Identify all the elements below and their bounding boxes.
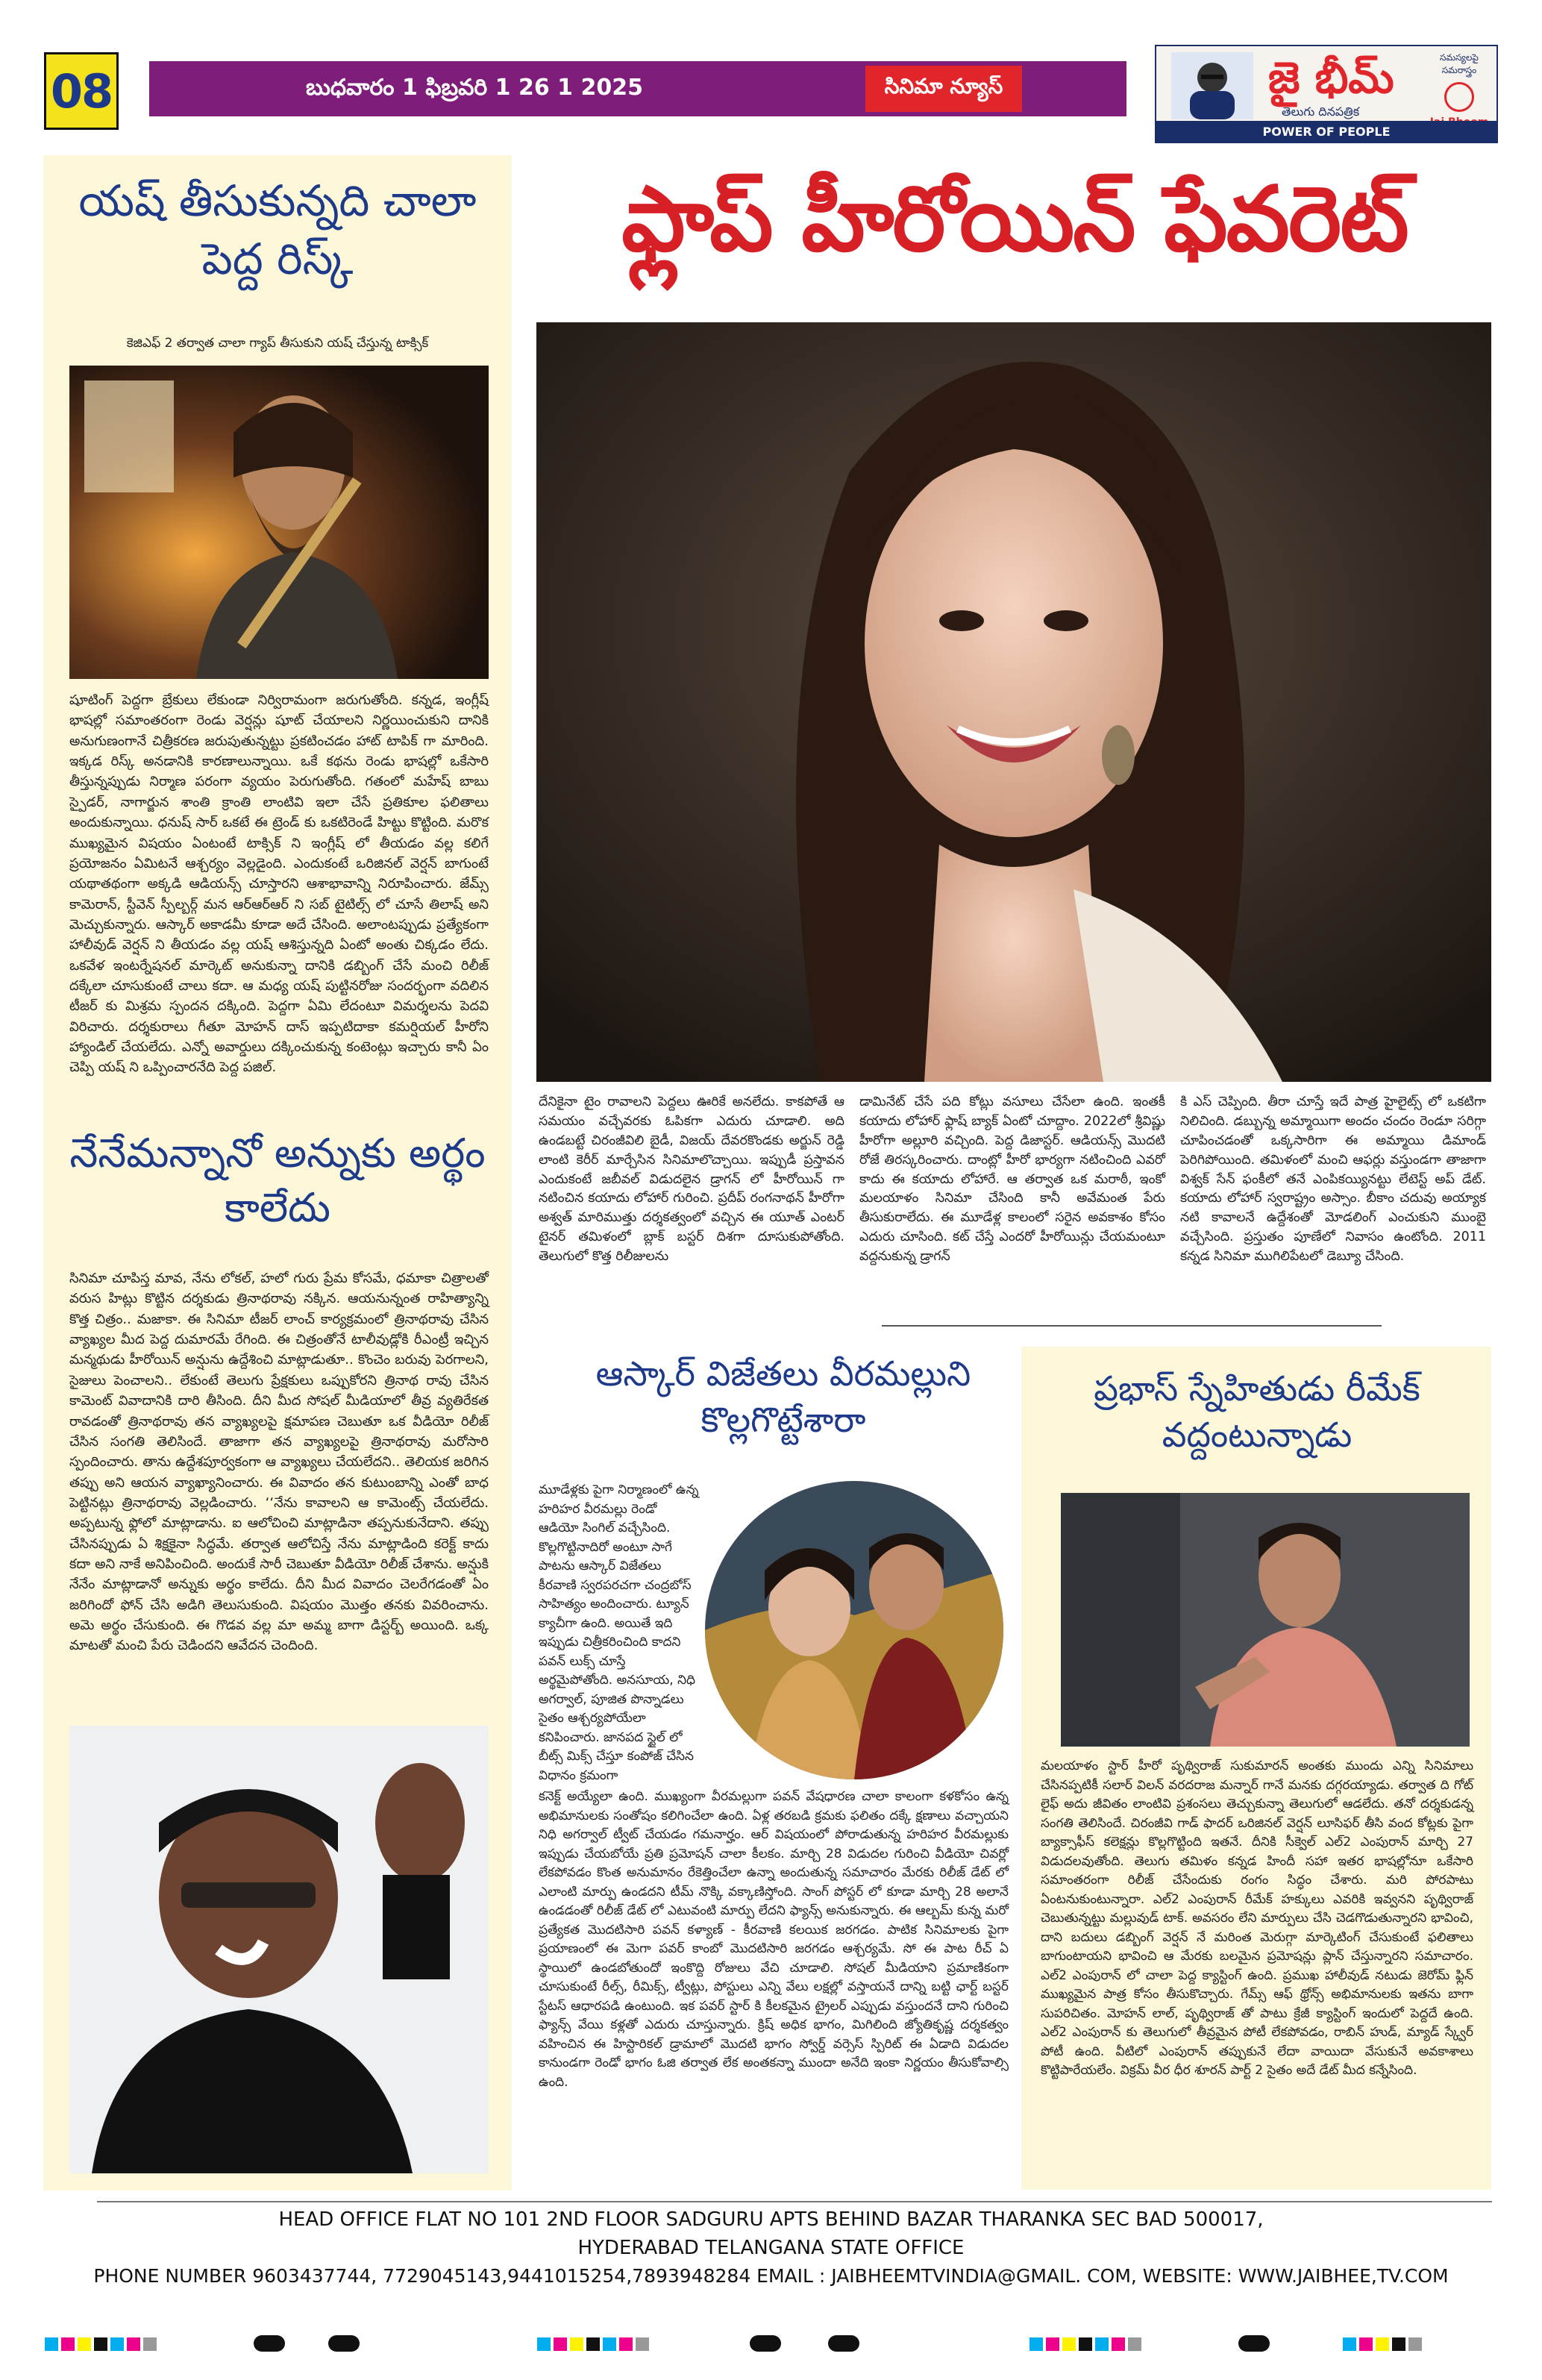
footer-line1: HEAD OFFICE FLAT NO 101 2ND FLOOR SADGURU APTS BEHIND BAZAR THARANKA SEC BAD 500017, [278,2208,1264,2231]
masthead-logo [1155,45,1498,143]
logo-subtitle: తెలుగు దినపత్రిక [1282,104,1360,119]
color-bar-1 [45,2337,160,2351]
header-bar [149,61,1126,116]
color-bar-3 [1029,2337,1144,2351]
registration-mark [328,2335,360,2352]
footer-rule [97,2201,1492,2202]
date-line: బుధవారం 1 ఫిబ్రవరి 1 26 1 2025 [306,75,643,101]
trinatha-body: సినిమా చూపిస్త మావ, నేను లోకల్, హలో గురు ప్రేమ కోసమే, ధమాకా చిత్రాలతో వరుస హిట్లు కొట్టిన దర్శకుడు త్రినాథరావు నక్కిన. ఆయనున్నంత రాహిత్యాన్ని కొత్త చిత్రం.. మజాకా. ఈ సినిమా టీజర్ లాంచ్ కార్యక్రమంలో త్రినాథరావు చేసిన వ్యాఖ్యల మీద పెద్ద దుమారమే రేగింది. ఈ చిత్రంతోనే టాలీవుడ్లోకి రీఎంట్రీ ఇచ్చిన మన్మథుడు హీరోయిన్ అన్షును ఉద్దేశించి మాట్లాడుతూ.. కొంచెం బరువు పెరగాలని, సైజులు పెంచాలని.. లేకుంటే తెలుగు ప్రేక్షకులు ఒప్పుకోరని త్రినాథ రావు చేసిన కామెంట్ వివాదానికి దారి తీసింది. దీని మీద సోషల్ మీడియాలో తీవ్ర వ్యతిరేకత రావడంతో త్రినాథరావు తన వ్యాఖ్యలపై క్షమాపణ చెబుతూ ఒక వీడియో రిలీజ్ చేసిన సంగతి తెలిసిందే. తాజాగా తన వ్యాఖ్యలపై త్రినాథరావు మరోసారి స్పందించారు. తాను ఉద్దేశపూర్వకంగా ఆ వ్యాఖ్యలు చేయలేదని.. తెలియక జరిగిన తప్పు అని ఆయన వ్యాఖ్యానించారు. ఈ వివాదం తన కుటుంబాన్ని ఎంతో బాధ పెట్టినట్లు త్రినాథరావు వెల్లడించారు. ‘‘నేను కావాలని ఆ కామెంట్స్ చేయలేదు. అప్పటున్న ఫ్లోలో మాట్లాడాను. ఐ ఆలోచించి మాట్లాడినా తప్పనుకునేదాని. తప్పు చేసినప్పుడు ఏ శిక్షకైనా సిద్ధమే. తర్వాత ఆలోచిస్తే నేను మాట్లాడింది కరెక్ట్ కాదు కదా అని నాకే అనిపించింది. అందుకే సారీ చెబుతూ వీడియో రిలీజ్ చేశాను. అన్షుకి నేనేం మాట్లాడానో అన్నుకు అర్థం కాలేదు. దీని మీద వివాదం చెలరేగడంతో ఏం జరిగిందో ఫోన్ చేసి అడిగి తెలుసుకుంది. విషయం మొత్తం తనకు వివరించాను. అమె అర్థం చేసుకుంది. ఈ గొడవ వల్ల మా అమ్మ బాగా డిస్టర్బ్ అయింది. ఒక్క మాటతో మంచి పేరు చెడిందని ఆవేదన చెందింది. [69,1271,489,1654]
registration-mark [254,2335,285,2352]
yash-body: షూటింగ్ పెద్దగా బ్రేకులు లేకుండా నిర్విరామంగా జరుగుతోంది. కన్నడ, ఇంగ్లీష్ భాషల్లో సమాంతరంగా రెండు వెర్షన్లు షూట్ చేయాలని నిర్ణయించుకుని దానికి అనుగుణంగానే చిత్రీకరణ జరుపుతున్నట్టు ప్రకటించడం హాట్ టాపిక్ గా మారింది. ఇక్కడ రిస్క్ అనడానికి కారణాలున్నాయి. ఒకే కథను రెండు భాషల్లో ఒకేసారి తీస్తున్నప్పుడు నిర్మాణ పరంగా వ్యయం పెరుగుతోంది. గతంలో మహేష్ బాబు స్పైడర్, నాగార్జున శాంతి క్రాంతి లాంటివి ఇలా చేసే ప్రతికూల ఫలితాలు అందుకున్నాయి. ధనుష్ సార్ ఒకటే ఈ ట్రెండ్ కు ఒకటిరెండే హిట్టు కొట్టింది. మరొక ముఖ్యమైన విషయం ఏంటంటే టాక్సిక్ ని ఇంగ్లీష్ లో తీయడం వల్ల కలిగే ప్రయోజనం ఏమిటనే ఆశ్చర్యం వెల్లడైంది. ఎందుకంటే ఒరిజినల్ వెర్షన్ బాగుంటే యథాతథంగా అక్కడి ఆడియన్స్ చూస్తారని ఆశాభావాన్ని నిరూపించారు. జేమ్స్ కామెరాన్, స్టీవెన్ స్పీల్బర్గ్ మన ఆర్ఆర్ఆర్ ని సబ్ టైటిల్స్ లో చూసే తిలాష్ అని మెచ్చుకున్నారు. ఆస్కార్ అకాడమీ కూడా అదే చేసింది. అలాంటప్పుడు ప్రత్యేకంగా హాలీవుడ్ వెర్షన్ ని తీయడం వల్ల యష్ ఆశిస్తున్నది ఏంటో అంతు చిక్కడం లేదు. ఒకవేళ ఇంటర్నేషనల్ మార్కెట్ అనుకున్నా దానికి డబ్బింగ్ చేసే మంచి రిలీజ్ దక్కేలా చూసుకుంటే చాలు కదా. ఆ మధ్య యష్ పుట్టినరోజు సందర్భంగా వదిలిన టీజర్ కు మిశ్రమ స్పందన దక్కింది. పెద్దగా ఏమి లేదంటూ విమర్శలను పెదవి విరిచారు. దర్శకురాలు గీతూ మోహన్ దాస్ ఇప్పటిదాకా కమర్షియల్ హీరోని హ్యాండిల్ చేయలేదు. ఎన్నో అవార్డులు దక్కించుకున్న కంటెంట్లు ఇచ్చారు కానీ ఏం చెప్పి యష్ ని ఒప్పించారనేది పెద్ద పజిల్. [69,692,489,1076]
yash-headline: యష్ తీసుకున్నది చాలా పెద్ద రిస్క్ [78,175,477,285]
color-bar-2 [537,2337,652,2351]
main-photo [536,322,1491,1082]
prabhas-photo [1061,1493,1470,1747]
main-body-col1: దేనికైనా టైం రావాలని పెద్దలు ఊరికే అనలేదు. కాకపోతే ఆ సమయం వచ్చేవరకు ఓపికగా ఎదురు చూడాలి. అది ఉండబట్టే చిరంజీవిలి బైడీ, విజయ్ దేవరకొండకు అర్జున్ రెడ్డి లాంటి కెరీర్ మార్చేసిన సినిమాలొచ్చాయి. ఇప్పుడీ ప్రస్తావన ఎందుకంటే జబీవల్ విడుదలైన డ్రాగన్ లో హీరోయిన్ గా నటించిన కయాదు లోహార్ గురించి. ప్రదీప్ రంగనాథన్ హీరోగా అశ్వత్ మారిముత్తు దర్శకత్వంలో వచ్చిన ఈ యూత్ ఎంటర్ టైనర్ తమిళంలో బ్లాక్ బస్టర్ దిశగా దూసుకుపోతోంది. తెలుగులో కొత్త రిలీజులను [539,1095,844,1265]
oscar-body-wrap: మూడేళ్లకు పైగా నిర్మాణంలో ఉన్న హరిహర వీరమల్లు రెండో ఆడియో సింగిల్ వచ్చేసింది. కొల్లగొట్టినాదిరో అంటూ సాగే పాటను ఆస్కార్ విజేతలు కీరవాణి స్వరపరచగా చంద్రబోస్ సాహిత్యం అందించారు. ట్యూన్ క్యాచీగా ఉంది. అయితే ఇది ఇప్పుడు చిత్రీకరించింది కాదని పవన్ లుక్స్ చూస్తే అర్థమైపోతోంది. అనసూయ, నిధి అగర్వాల్, పూజిత పొన్నాడలు సైతం ఆశ్చర్యపోయేలా కనిపించారు. జానపద స్టైల్ లో బీట్స్ మిక్స్ చేస్తూ కంపోజ్ చేసిన విధానం క్రమంగా [539,1482,699,1783]
yash-deck: కెజిఎఫ్ 2 తర్వాత చాలా గ్యాప్ తీసుకుని యష్ చేస్తున్న టాక్సిక్ [126,336,429,351]
yash-photo [69,366,489,679]
page-number: 08 [50,63,113,119]
prabhas-headline: ప్రభాస్ స్నేహితుడు రీమేక్ వద్దంటున్నాడు [1094,1368,1420,1456]
footer-line2: HYDERABAD TELANGANA STATE OFFICE [577,2237,965,2259]
section-tag: సినిమా న్యూస్ [865,66,1022,112]
registration-mark [750,2335,781,2352]
color-bar-4 [1343,2337,1425,2351]
trinatha-headline: నేనేమన్నానో అన్నుకు అర్థం కాలేదు [69,1130,486,1231]
logo-emblem-icon [1444,82,1474,112]
oscar-photo [705,1481,1003,1779]
prabhas-body: మలయాళం స్టార్ హీరో పృథ్విరాజ్ సుకుమారన్ అంతకు ముందు ఎన్ని సినిమాలు చేసినప్పటికీ సలార్ విలన్ వరదరాజ మన్నార్ గానే మనకు దగ్గరయ్యాడు. తర్వాత ది గోట్ లైఫ్ అదు జీవితం లాంటివి ప్రశంసలు తెచ్చుకున్నా తెలుగులో ఆడలేదు. తనో దర్శకుడన్న సంగతి తెలిసిందే. చిరంజీవి గాడ్ ఫాదర్ ఒరిజినల్ వెర్షన్ లూసిఫర్ తీసి వంద కోట్లకు పైగా బ్యాక్సాఫీస్ కలెక్షన్లు కొల్లగొట్టింది ఇతనే. దీనికి సీక్వెల్ ఎల్2 ఎంపురాన్ మార్చి 27 విడుదలవుతోంది. తెలుగు తమిళం కన్నడ హిందీ సహా ఇతర భాషల్లోనూ ఒకేసారి సమాంతరంగా రిలీజ్ చేసేందుకు రంగం సిద్ధం చేశారు. మరి పోరపాటు ఏంటనుకుంటున్నారా. ఎల్2 ఎంపురాన్ రీమేక్ హక్కులు ఎవరికి ఇవ్వనని పృథ్విరాజ్ చెబుతున్నట్టు మల్లువుడ్ టాక్. అవసరం లేని మార్పులు చేసి చెడగొడుతున్నారని భావించి, దాని బదులు డబ్బింగ్ వెర్షన్ నే మరింత మెరుగ్గా మార్కెటింగ్ చేసుకుంటే ఫలితాలు బాగుంటాయని భావించి ఆ మేరకు బలమైన ప్రమోషన్లు ప్లాన్ చేస్తున్నారని సమాచారం. ఎల్2 ఎంపురాన్ లో చాలా పెద్ద క్యాస్టింగ్ ఉంది. ప్రముఖ హాలీవుడ్ నటుడు జెరోమ్ ఫ్లిన్ ముఖ్యమైన పాత్ర కోసం తీసుకొచ్చారు. గేమ్స్ ఆఫ్ థ్రోన్స్ అభిమానులకు ఇతను బాగా సుపరిచితం. మోహన్ లాల్, పృథ్విరాజ్ తో పాటు క్రేజీ క్యాస్టింగ్ ఇందులో పెద్దదే ఉంది. ఎల్2 ఎంపురాన్ కు తెలుగులో తీవ్రమైన పోటీ లేకపోవడం, రాబిన్ హుడ్, మ్యాడ్ స్క్వేర్ పోటీ ఉంది. వీటిలో ఎంపురాన్ తప్పుకునే లేదా వాయిదా వేసుకునే అవకాశాలు కొట్టిపారేయలేం. విక్రమ్ వీర ధీర శూరన్ పార్ట్ 2 సైతం అదే డేట్ మీద కన్నేసింది. [1041,1759,1473,2078]
registration-mark [1238,2335,1270,2352]
page-number-box [44,52,119,130]
divider [882,1325,1382,1327]
main-body-col3: కి ఎస్ చెప్పింది. తీరా చూస్తే ఇదే పాత్ర హైలైట్స్ లో ఒకటిగా నిలిచింది. డబ్బున్న అమ్మాయిగా అందం చందం రెండూ సరిగ్గా చూపించడంతో ఒక్కసారిగా ఈ అమ్మాయి డిమాండ్ పెరిగిపోయింది. తమిళంలో మంచి ఆఫర్లు వస్తుండగా తాజాగా విశ్వక్ సేన్ ఫంకీలో తనే ఎంపికయ్యినట్టు లేటెస్ట్ అప్ డేట్. కయాదు లోహార్ స్వరాష్ట్రం అస్సాం. బీకాం చదువు అయ్యాక నటి కావాలనే ఉద్దేశంతో మోడలింగ్ ఎంచుకుని ముంబై వచ్చేసింది. ప్రస్తుతం పూణేలో నివాసం ఉంటోంది. 2011 కన్నడ సినిమా ముగిలిపేటలో డెబ్యూ చేసింది. [1180,1095,1486,1265]
main-body-col2: డామినేట్ చేసే పది కోట్లు వసూలు చేసేలా ఉంది. ఇంతకీ కయాదు లోహార్ ఫ్లాష్ బ్యాక్ ఏంటో చూద్దాం. 2022లో శ్రీవిష్ణు హీరోగా అల్లూరి వచ్చింది. పెద్ద డిజాస్టర్. ఆడియన్స్ మొదటి రోజే తిరస్కరించారు. దాంట్లో హీరో భార్యగా నటించింది ఎవరో కాదు ఈ కయాదు లోహారే. ఆ తర్వాత ఒక మరాఠీ, ఇంకో మలయాళం సినిమా చేసింది కానీ అవేమంత పేరు తీసుకురాలేదు. ఈ మూడేళ్ల కాలంలో సరైన అవకాశం కోసం ఎదురు చూసింది. కట్ చేస్తే ఎందరో హీరోయిన్లు చేయమంటూ వద్దనుకున్న డ్రాగన్ [859,1095,1165,1265]
main-headline: ఫ్లాప్ హీరోయిన్ ఫేవరెట్ [621,168,1408,272]
logo-tagline: POWER OF PEOPLE [1156,121,1496,143]
logo-title: జై భీమ్ [1268,52,1394,103]
portrait-icon [1171,52,1253,119]
registration-mark [828,2335,859,2352]
logo-right-top: సమస్యలపై సమరాస్త్రం [1440,52,1479,75]
trinatha-photo [69,1726,489,2173]
footer-line3: PHONE NUMBER 9603437744, 7729045143,9441015254,7893948284 EMAIL : JAIBHEEMTVINDIA@GMAIL. COM, WEBSITE: WWW.JAIBHEE,TV.COM [93,2265,1449,2287]
oscar-headline: ఆస్కార్ విజేతలు వీరమల్లుని కొల్లగొట్టేశారా [595,1353,971,1441]
oscar-body-full: కనెక్ట్ అయ్యేలా ఉంది. ముఖ్యంగా వీరమల్లుగా పవన్ వేషధారణ చాలా కాలంగా కళకోసం ఉన్న అభిమానులకు సంతోషం కలిగించేలా ఉంది. ఏళ్ల తరబడి క్రమకు ఫలితం దక్కే క్షణాలు వచ్చాయని నిధి అగర్వాల్ ట్వీట్ చేయడం గమనార్హం. ఆర్ విషయంలో పోరాడుతున్న హరిహర వీరమల్లుకు ఇప్పుడు చేయబోయే ప్రతి ప్రమోషన్ చాలా కీలకం. మార్చి 28 విడుదల గురించి వీడియో చివర్లో లేకపోవడం కొంత అనుమానం రేకెత్తించేలా ఉన్నా అందుతున్న సమాచారం మేరకు రిలీజ్ డేట్ లో ఎలాంటి మార్పు ఉండదని టీమ్ నొక్కి వక్కాణిస్తోంది. సాంగ్ పోస్టర్ లో కూడా మార్చి 28 అలానే ఉండడంతో రిలీజ్ డేట్ లో ఎటువంటి మార్పు లేదని ఫ్యాన్స్ అనుకున్నారు. ఈ ఆల్బమ్ కున్న మరో ప్రత్యేకత మొదటిసారి పవన్ కళ్యాణ్ - కీరవాణి కలయిక జరగడం. పాటిక సినిమాలకు పైగా ప్రయాణంలో ఈ మెగా పవర్ కాంబో మొదటిసారి జరగడం ఆశ్చర్యమే. సో ఈ పాట రీచ్ ఏ స్థాయిలో ఉండబోతుందో ఇంకొద్ది రోజులు వేచి చూడాలి. సోషల్ మీడియాని ప్రమాణికంగా చూసుకుంటే రీల్స్, రీమిక్స్, ట్వీట్లు, పోస్టులు ఎన్ని వేలు లక్షల్లో వస్తాయనే దాన్ని బట్టి ఛార్ట్ బస్టర్ స్టేటస్ ఆధారపడి ఉంటుంది. ఇక పవర్ స్టార్ కి కీలకమైన ట్రైలర్ ఎప్పుడు వస్తుందనే దాని గురించి ఫ్యాన్స్ వేయి కళ్లతో ఎదురు చూస్తున్నారు. క్రిష్ అధిక భాగం, మిగిలింది జ్యోతికృష్ణ దర్శకత్వం వహించిన ఈ హిస్టారికల్ డ్రామాలో మొదటి భాగం స్వోర్డ్ వర్సెస్ స్పిరిట్ ఈ ఏడాది విడుదల కానుండగా రెండో భాగం ఓజి తర్వాత లేక అంతకన్నా ముందా అనేది ఇంకా నిర్ణయం తీసుకోవాల్సి ఉంది. [539,1789,1009,2090]
